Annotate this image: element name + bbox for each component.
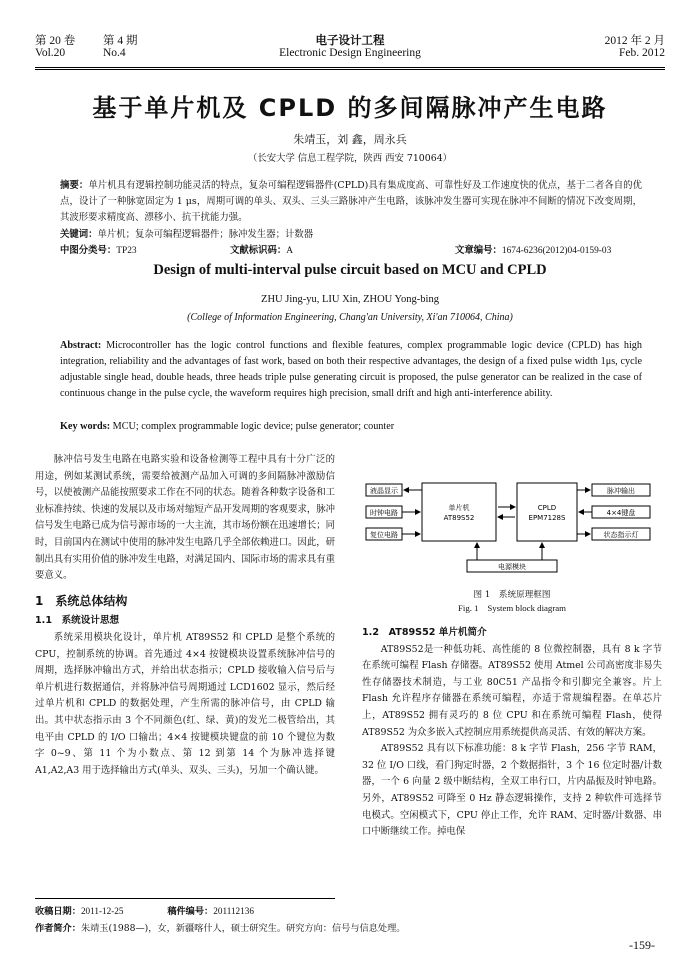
paper-title-en: Design of multi-interval pulse circuit based on MCU and CPLD [153, 262, 547, 278]
abstract-en [60, 338, 642, 402]
section-1-2-heading: 1.2 AT89S52 单片机简介 [362, 627, 487, 638]
abstract-cn-label: 摘要： [60, 180, 89, 191]
label-reset: 复位电路 [370, 531, 398, 539]
received-label: 收稿日期： [35, 906, 81, 917]
received-date: 2011-12-25 [80, 906, 124, 916]
affiliation-cn: （长安大学 信息工程学院，陕西 西安 710064） [247, 153, 453, 164]
mcu-box [422, 483, 496, 541]
abstract-cn-text: 单片机具有逻辑控制功能灵活的特点，复杂可编程逻辑器件(CPLD)具有集成度高、可靠性好及工作速度快的优点，基于二者各自的优点，设计了一种脉宽固定为 1 μs，周期可调的单头、双头、三头三路脉冲产生电路，该脉冲发生器可实现在脉冲不间断的情况下改变周期，其波形要求精度高、漂移小、抗干扰能力强。 [60, 180, 642, 223]
left-column [35, 452, 335, 779]
abstract-cn [60, 178, 642, 226]
label-keypad: 4×4键盘 [606, 509, 636, 517]
section-1-2-paragraph-2: AT89S52 具有以下标准功能：8 k 字节 Flash，256 字节 RAM，32 位 I/O 口线，看门狗定时器，2 个数据指针，3 个 16 位定时器/计数器，一个 6 向量 2 级中断结构，全双工串行口，片内晶振及时钟电路。另外，AT89S52 可降至 0 Hz 静态逻辑操作，支持 2 种软件可选择节电模式。空闲模式下，CPU 停止工作，允许 RAM、定时器/计数器、串口中断继续工作。掉电保 [362, 743, 662, 838]
page-number: -159- [629, 938, 655, 952]
header-rule [35, 67, 665, 68]
journal-name-en: Electronic Design Engineering [279, 47, 421, 59]
label-power: 电源模块 [498, 563, 526, 571]
bio-text: 朱靖玉(1988—)，女，新疆喀什人，硕士研究生。研究方向：信号与信息处理。 [80, 923, 406, 934]
authors-en: ZHU Jing-yu, LIU Xin, ZHOU Yong-bing [261, 294, 439, 305]
keywords-en-text: MCU; complex programmable logic device; pulse generator; counter [112, 421, 395, 432]
cpld-box [517, 483, 577, 541]
issue-cn: 第 4 期 [103, 35, 138, 47]
journal-name-cn: 电子设计工程 [315, 35, 385, 47]
article-no: 1674-6236(2012)04-0159-03 [501, 246, 612, 256]
label-status-led: 状态指示灯 [603, 531, 639, 539]
section-1-2-paragraph-1: AT89S52是一种低功耗、高性能的 8 位微控制器，具有 8 k 字节在系统可编程 Flash 存储器。AT89S52 使用 Atmel 公司高密度非易失性存储器技术制造，与工业 80C51 产品指令和引脚完全兼容。片上 Flash 允许程序存储器在系统可编程，亦适于常规编程器。在单芯片上，AT89S52 拥有灵巧的 8 位 CPU 和在系统可编程 Flash，使得 AT89S52 为众多嵌入式控制应用系统提供高灵活、有效的解决方案。 [362, 643, 662, 738]
authors-cn: 朱靖玉，刘 鑫，周永兵 [293, 133, 407, 146]
figure-caption-cn: 图 1 系统原理框图 [473, 590, 551, 600]
right-column [362, 625, 662, 841]
label-cpld-model: EPM7128S [528, 514, 566, 522]
section-1-heading: 1 系统总体结构 [35, 593, 128, 608]
keywords-cn [60, 227, 642, 243]
label-clock: 时钟电路 [370, 509, 398, 517]
section-1-1-paragraph: 系统采用模块化设计，单片机 AT89S52 和 CPLD 是整个系统的 CPU，控制系统的协调。首先通过 4×4 按键模块设置系统脉冲信号的周期，选择脉冲输出方式，并给出状态指示；CPLD 接收输入信号后与单片机进行数据通信，并将脉冲信号周期通过 LCD1602 显示，然后经过单片机和 CPLD 的数据处理，产生所需的脉冲信号，由 CPLD 输出。其中状态指示由 3 个不同颜色(红、绿、黄)的发光二极管给出，其电平由 CPLD 的 I/O 口输出；4×4 按键模块键盘的前 10 个键位为数字 0~9、第 11 个为小数点、第 12 到第 14 个为脉冲选择键 A1,A2,A3 用于选择输出方式(单头、双头、三头)，另加一个确认键。 [35, 631, 335, 776]
date-en: Feb. 2012 [619, 47, 665, 59]
manuscript-code-label: 稿件编号： [167, 906, 214, 917]
section-1-1-heading: 1.1 系统设计思想 [35, 615, 120, 627]
footnote-rule [35, 898, 335, 899]
abstract-en-label: Abstract: [60, 340, 102, 351]
figure-caption-en: Fig. 1 System block diagram [458, 603, 566, 613]
clc-code: TP23 [116, 246, 137, 256]
volume-en: Vol.20 [35, 47, 66, 59]
date-cn: 2012 年 2 月 [604, 35, 665, 47]
paper-title-cn: 基于单片机及 CPLD 的多间隔脉冲产生电路 [92, 94, 608, 122]
keywords-cn-label: 关键词： [60, 229, 98, 240]
label-mcu-model: AT89S52 [443, 514, 475, 522]
system-block-diagram [362, 455, 662, 587]
label-mcu: 单片机 [448, 504, 470, 512]
running-header [35, 32, 665, 66]
doc-code-label: 文献标识码： [230, 245, 287, 256]
label-cpld: CPLD [537, 504, 557, 512]
volume-cn: 第 20 卷 [35, 35, 76, 47]
label-pulse-output: 脉冲输出 [607, 487, 635, 495]
label-lcd: 液晶显示 [370, 487, 398, 495]
keywords-en [60, 419, 642, 435]
article-no-label: 文章编号： [455, 245, 502, 256]
manuscript-code: 201112136 [213, 906, 254, 916]
keywords-cn-text: 单片机；复杂可编程逻辑器件；脉冲发生器；计数器 [97, 229, 314, 240]
author-bio [35, 920, 665, 934]
clc-label: 中图分类号： [60, 245, 117, 256]
bio-label: 作者简介： [35, 923, 81, 934]
intro-paragraph: 脉冲信号发生电路在电路实验和设备检测等工程中具有十分广泛的用途，例如某测试系统，需要给被测产品加入可调的多间隔脉冲激励信号，以使被测产品能按照要求工作在不同的状态。随着各种数字设备和工业标准持续、快速的发展以及市场对缩短产品开发周期的客观要求，脉冲信号发生电路已成为信号源市场的一大主流，其市场份额在迅速增长；同时，目前国内在测试中使用的脉冲发生电路几乎全部依赖进口。因此，研制出具有实用价值的脉冲发生电路，对满足国内、国际市场的需求具有重要意义。 [35, 454, 336, 582]
affiliation-en: (College of Information Engineering, Chang'an University, Xi'an 710064, China) [187, 312, 513, 323]
keywords-en-label: Key words: [60, 421, 111, 432]
header-rule-2 [35, 69, 665, 70]
issue-en: No.4 [103, 47, 126, 59]
abstract-en-text: Microcontroller has the logic control functions and flexible features, complex programmable logic device (CPLD) has high integration, reliability and the advantages of fast work, based on both their respective advantages, the design of a fixed pulse width 1μs, cycle adjustable single head, double heads, three heads triple pulse generating circuit is proposed, the pulse generator can be realized in the case of continuous change in the pulse cycle, the waveform requires high precision, small drift and high anti-interference ability. [60, 340, 642, 399]
doc-code: A [286, 246, 294, 256]
received-row [35, 903, 254, 917]
